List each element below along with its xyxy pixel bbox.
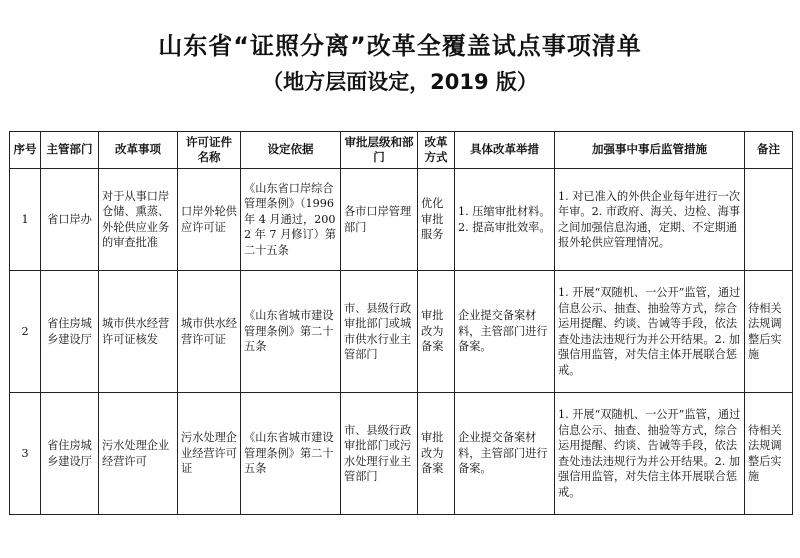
header-cell: 许可证件名称 (178, 132, 241, 169)
cell-level: 市、县级行政审批部门或城市供水行业主管部门 (341, 271, 418, 393)
cell-dept: 省住房城乡建设厅 (41, 393, 99, 515)
table-row (10, 169, 793, 271)
cell-dept: 省住房城乡建设厅 (41, 271, 99, 393)
cell-method: 优化审批服务 (418, 169, 455, 271)
page-title: 山东省“证照分离”改革全覆盖试点事项清单 (158, 32, 642, 60)
cell-method: 审批改为备案 (418, 393, 455, 515)
header-cell: 具体改革举措 (455, 132, 555, 169)
cell-dept: 省口岸办 (41, 169, 99, 271)
cell-no: 3 (10, 393, 41, 515)
cell-measures: 企业提交备案材料，主管部门进行备案。 (455, 393, 555, 515)
header-cell: 主管部门 (41, 132, 99, 169)
header-cell: 加强事中事后监管措施 (555, 132, 745, 169)
header-cell: 审批层级和部门 (341, 132, 418, 169)
cell-measures: 1. 压缩审批材料。2. 提高审批效率。 (455, 169, 555, 271)
cell-item: 污水处理企业经营许可 (99, 393, 178, 515)
header-cell: 改革事项 (99, 132, 178, 169)
cell-supervision: 1. 对已准入的外供企业每年进行一次年审。2. 市政府、海关、边检、海事之间加强信息沟通，定期、不定期通报外轮供应管理情况。 (555, 169, 745, 271)
cell-remark (745, 169, 793, 271)
header-cell: 改革方式 (418, 132, 455, 169)
cell-supervision: 1. 开展“双随机、一公开”监管，通过信息公示、抽查、抽验等方式，综合运用提醒、约谈、告诫等手段，依法查处违法违规行为并公开结果。2. 加强信用监管，对失信主体开展联合惩戒。 (555, 271, 745, 393)
cell-basis: 《山东省城市建设管理条例》第二十五条 (241, 271, 341, 393)
cell-level: 市、县级行政审批部门或污水处理行业主管部门 (341, 393, 418, 515)
cell-no: 1 (10, 169, 41, 271)
cell-item: 城市供水经营许可证核发 (99, 271, 178, 393)
cell-license: 城市供水经营许可证 (178, 271, 241, 393)
header-cell: 备注 (745, 132, 793, 169)
cell-license: 口岸外轮供应许可证 (178, 169, 241, 271)
cell-no: 2 (10, 271, 41, 393)
cell-remark: 待相关法规调整后实施 (745, 393, 793, 515)
cell-basis: 《山东省城市建设管理条例》第二十五条 (241, 393, 341, 515)
page-subtitle: （地方层面设定，2019 版） (262, 70, 538, 94)
cell-license: 污水处理企业经营许可证 (178, 393, 241, 515)
cell-item: 对于从事口岸仓储、熏蒸、外轮供应业务的审查批准 (99, 169, 178, 271)
cell-basis: 《山东省口岸综合管理条例》（1996 年 4 月通过，2002 年 7 月修订）第二十五条 (241, 169, 341, 271)
table-header-row (10, 132, 793, 169)
header-cell: 设定依据 (241, 132, 341, 169)
cell-supervision: 1. 开展“双随机、一公开”监管，通过信息公示、抽查、抽验等方式，综合运用提醒、约谈、告诫等手段，依法查处违法违规行为并公开结果。2. 加强信用监管，对失信主体开展联合惩戒。 (555, 393, 745, 515)
cell-measures: 企业提交备案材料，主管部门进行备案。 (455, 271, 555, 393)
table-row (10, 393, 793, 515)
cell-level: 各市口岸管理部门 (341, 169, 418, 271)
header-cell: 序号 (10, 132, 41, 169)
cell-remark: 待相关法规调整后实施 (745, 271, 793, 393)
items-table (9, 131, 793, 515)
cell-method: 审批改为备案 (418, 271, 455, 393)
table-row (10, 271, 793, 393)
